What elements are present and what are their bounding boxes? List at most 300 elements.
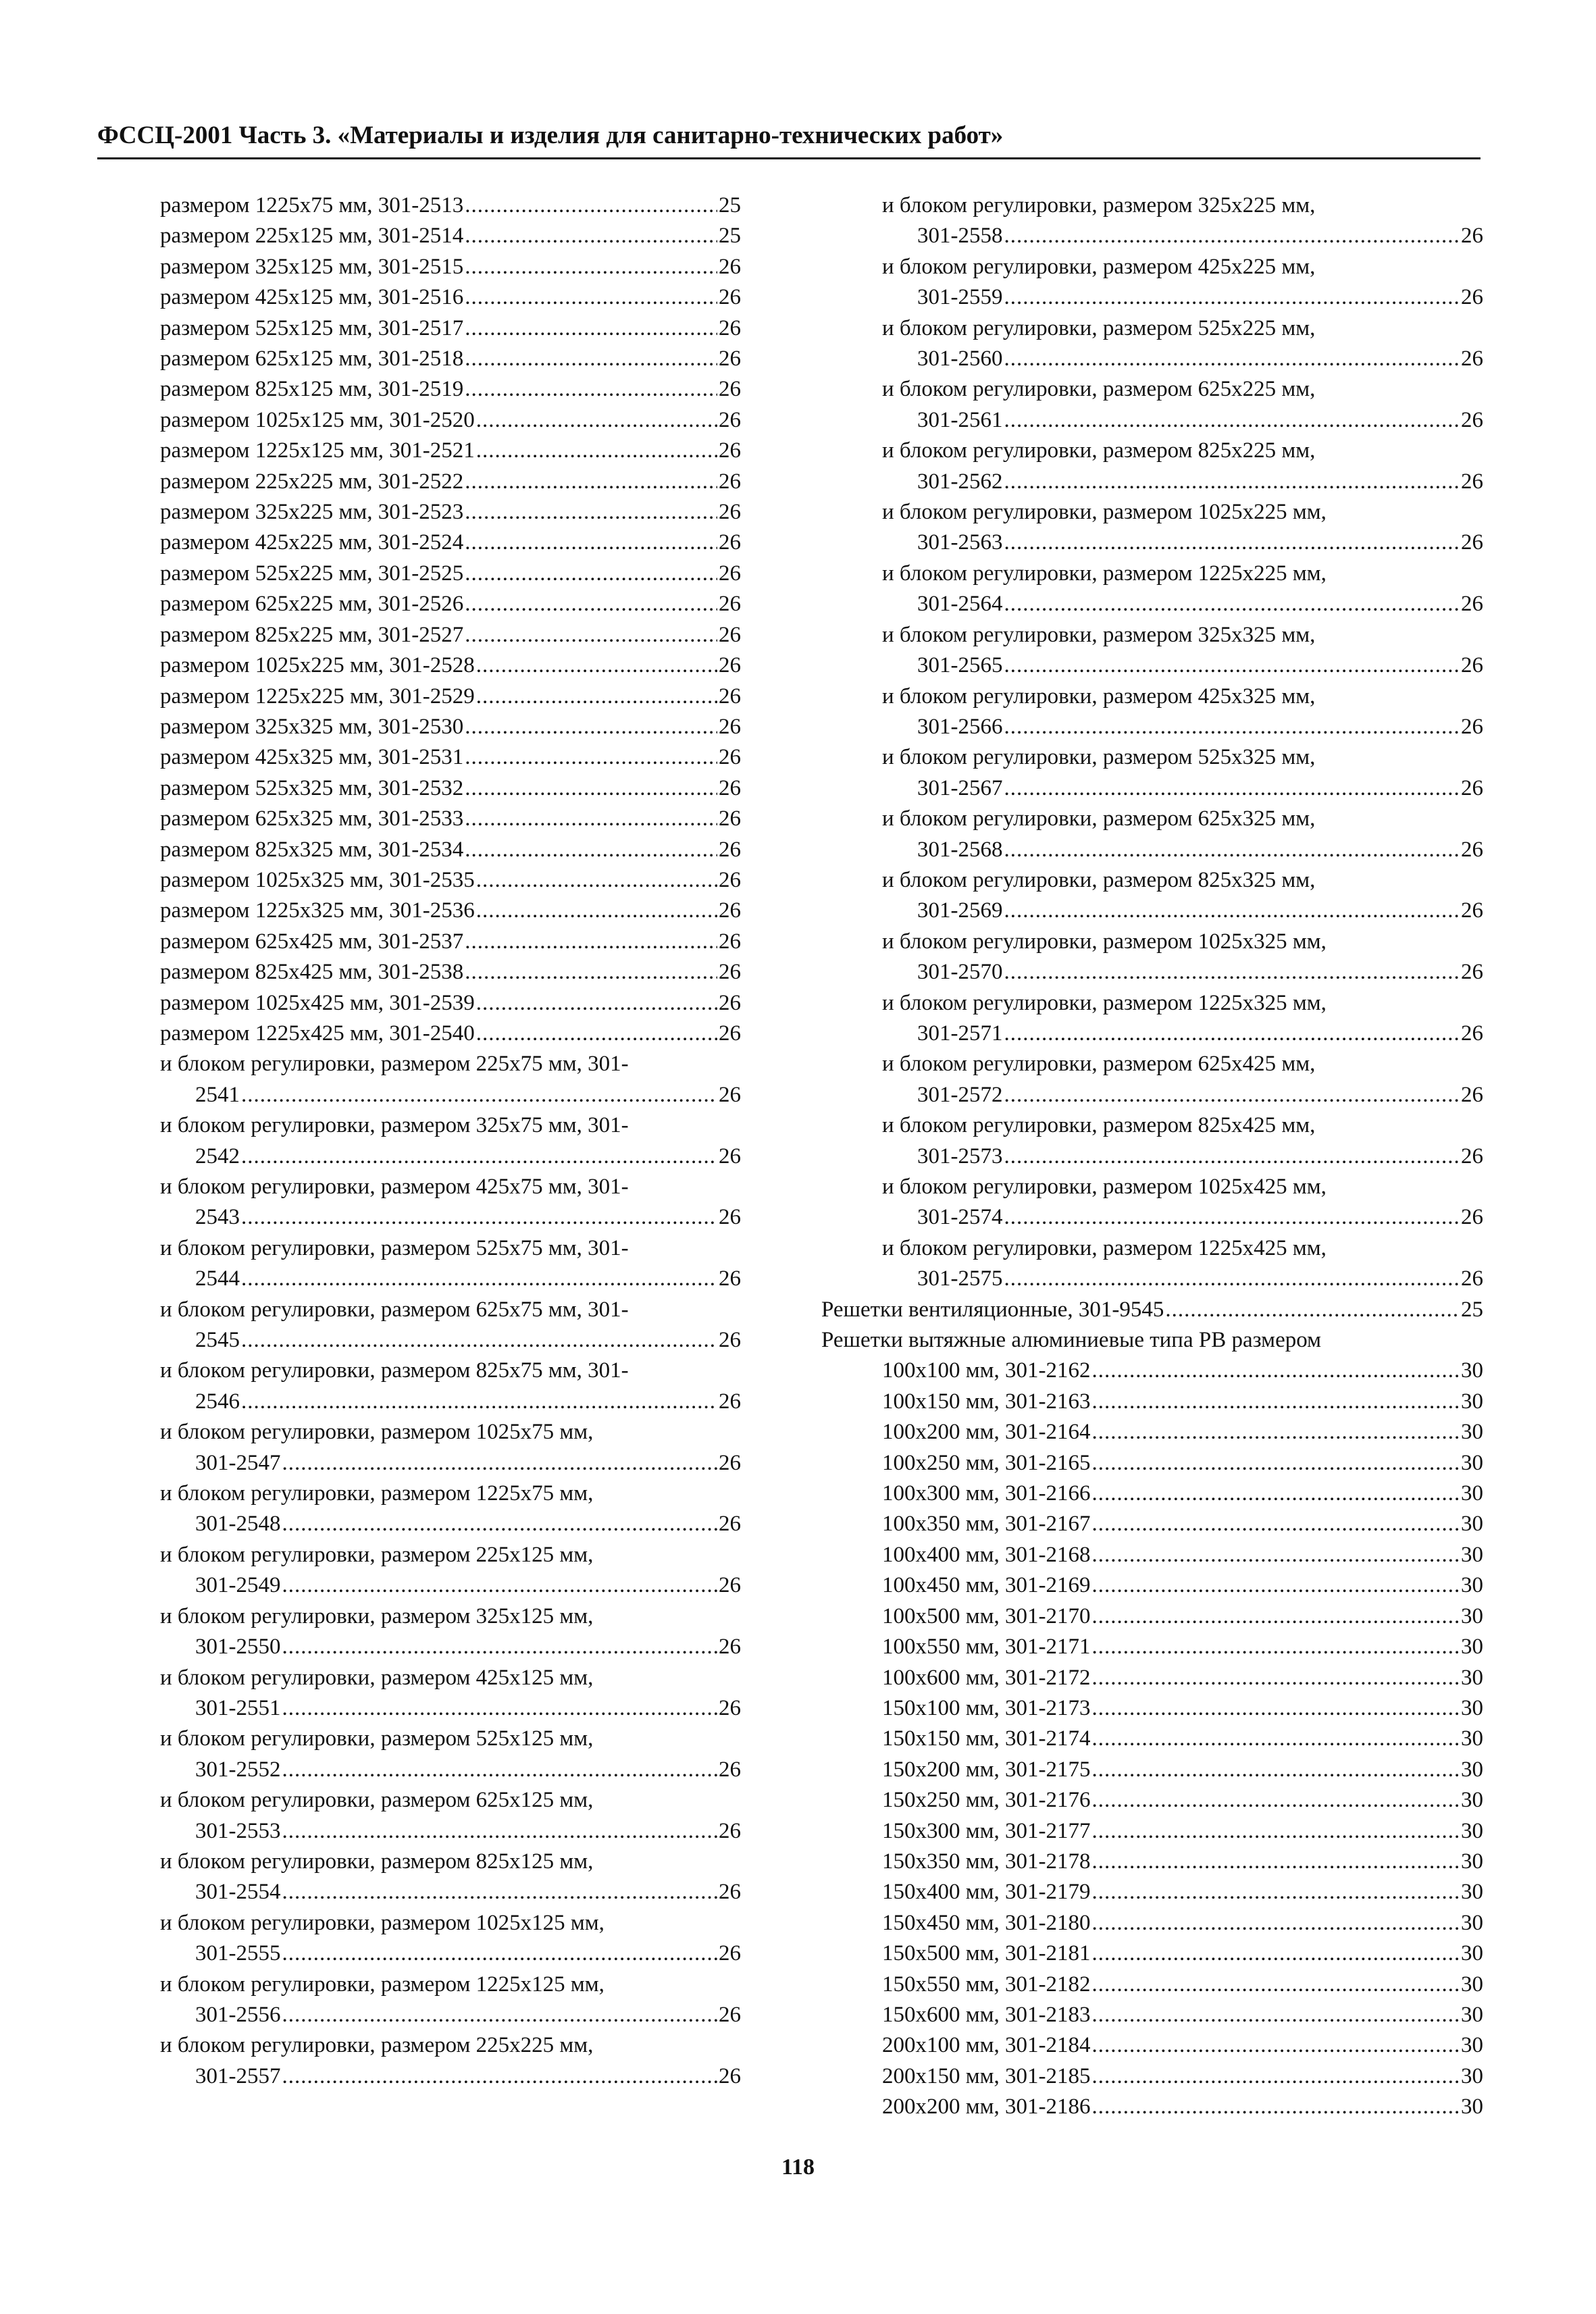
leader-dots [465, 742, 717, 773]
index-entry [160, 1847, 741, 1908]
entry-page: 25 [719, 193, 741, 217]
index-entry [160, 1970, 741, 2031]
index-line [160, 1019, 741, 1049]
index-entry [821, 1356, 1483, 1386]
entry-first-line: и блоком регулировки, размером 825х125 мм, [160, 1849, 594, 1874]
leader-dots [465, 620, 717, 650]
index-entry [821, 1387, 1483, 1417]
entry-text: 301-2564 [917, 592, 1003, 617]
entry-page: 26 [719, 622, 741, 647]
index-entry [821, 742, 1483, 804]
leader-dots [465, 559, 717, 589]
index-line [160, 405, 741, 436]
index-entry [160, 650, 741, 681]
entry-first-line: и блоком регулировки, размером 625х325 мм, [882, 806, 1316, 831]
index-line [821, 528, 1483, 558]
leader-dots [1004, 589, 1460, 619]
index-line [821, 405, 1483, 436]
entry-text: 100х550 мм, 301-2171 [882, 1635, 1091, 1660]
leader-dots [1092, 1877, 1460, 1907]
index-entry [160, 1049, 741, 1110]
entry-text: 100х600 мм, 301-2172 [882, 1665, 1091, 1690]
index-line [160, 650, 741, 681]
entry-page: 30 [1461, 1420, 1483, 1445]
index-entry [821, 1938, 1483, 1969]
entry-text: 100х350 мм, 301-2167 [882, 1512, 1091, 1537]
entry-text: 301-2551 [195, 1695, 281, 1720]
entry-page: 26 [1461, 960, 1483, 985]
entry-text: 2546 [195, 1389, 240, 1414]
index-line [882, 1816, 1483, 1847]
index-entry [821, 682, 1483, 743]
leader-dots [1092, 1540, 1460, 1570]
section-heading: Решетки вытяжные алюминиевые типа РВ размером [821, 1328, 1321, 1353]
entry-text: 100х400 мм, 301-2168 [882, 1542, 1091, 1567]
index-line [160, 374, 741, 405]
index-entry [821, 559, 1483, 620]
leader-dots [1004, 1019, 1460, 1049]
index-line [882, 1448, 1483, 1479]
leader-dots [476, 1019, 717, 1049]
leader-dots [465, 374, 717, 405]
index-entry [160, 1172, 741, 1233]
leader-dots [1004, 1080, 1460, 1110]
entry-text: 100х300 мм, 301-2166 [882, 1481, 1091, 1506]
index-entry [160, 896, 741, 926]
index-line [160, 589, 741, 619]
entry-page: 30 [1461, 1880, 1483, 1905]
leader-dots [1092, 1417, 1460, 1447]
index-line [882, 2061, 1483, 2092]
leader-dots [282, 1816, 718, 1847]
index-entry [160, 313, 741, 344]
index-line [882, 1693, 1483, 1724]
index-line [160, 2061, 741, 2092]
entry-page: 30 [1461, 2033, 1483, 2058]
entry-page: 26 [719, 960, 741, 985]
entry-first-line: и блоком регулировки, размером 825х225 мм, [882, 438, 1316, 463]
index-entry [821, 1295, 1483, 1325]
entry-first-line: и блоком регулировки, размером 825х75 мм, 301- [160, 1358, 629, 1383]
index-line [882, 1509, 1483, 1539]
entry-text: 200х100 мм, 301-2184 [882, 2033, 1091, 2058]
entry-page: 26 [719, 1266, 741, 1291]
entry-text: 301-2570 [917, 960, 1003, 985]
entry-page: 26 [719, 1389, 741, 1414]
index-line [160, 1816, 741, 1847]
leader-dots [1004, 773, 1460, 804]
leader-dots [241, 1202, 717, 1233]
entry-first-line: и блоком регулировки, размером 825х425 мм, [882, 1113, 1316, 1138]
index-entry [160, 712, 741, 742]
index-entry [160, 742, 741, 773]
leader-dots [1092, 2061, 1460, 2092]
index-line [821, 957, 1483, 987]
entry-first-line: и блоком регулировки, размером 1225х75 мм, [160, 1481, 594, 1506]
leader-dots [465, 712, 717, 742]
leader-dots [241, 1141, 717, 1172]
entry-text: 301-2573 [917, 1143, 1003, 1168]
entry-text: размером 425х225 мм, 301-2524 [160, 530, 464, 555]
entry-page: 26 [1461, 592, 1483, 617]
index-entry [160, 405, 741, 436]
leader-dots [1004, 467, 1460, 497]
leader-dots [465, 497, 717, 528]
leader-dots [1004, 1202, 1460, 1233]
entry-first-line: и блоком регулировки, размером 325х225 мм, [882, 193, 1316, 217]
leader-dots [282, 1632, 718, 1662]
index-entry [821, 1693, 1483, 1724]
index-entry [821, 1785, 1483, 1816]
index-column-right [821, 190, 1483, 2123]
index-line [160, 773, 741, 804]
entry-text: 301-2550 [195, 1635, 281, 1660]
page-header: ФССЦ-2001 Часть 3. «Материалы и изделия для санитарно-технических работ» [97, 122, 1004, 149]
index-line [882, 1540, 1483, 1570]
entry-text: 301-2557 [195, 2063, 281, 2088]
entry-first-line: и блоком регулировки, размером 625х125 мм, [160, 1788, 594, 1813]
index-line [160, 896, 741, 926]
index-entry [160, 927, 741, 957]
entry-text: 100х150 мм, 301-2163 [882, 1389, 1091, 1414]
index-line [160, 497, 741, 528]
entry-page: 26 [1461, 1082, 1483, 1107]
entry-text: 301-2565 [917, 653, 1003, 678]
index-line [882, 1356, 1483, 1386]
index-line [821, 1295, 1483, 1325]
index-line [821, 712, 1483, 742]
entry-first-line: и блоком регулировки, размером 325х125 мм, [160, 1603, 594, 1628]
entry-page: 26 [719, 592, 741, 617]
entry-page: 26 [1461, 224, 1483, 249]
entry-text: 100х450 мм, 301-2169 [882, 1573, 1091, 1598]
index-entry [160, 1019, 741, 1049]
index-entry [821, 1448, 1483, 1479]
leader-dots [282, 1448, 718, 1479]
index-line [821, 221, 1483, 251]
index-line [821, 896, 1483, 926]
index-entry [821, 313, 1483, 375]
leader-dots [1092, 1970, 1460, 2000]
leader-dots [1092, 1570, 1460, 1601]
index-entry [821, 927, 1483, 988]
entry-first-line: и блоком регулировки, размером 425х75 мм, 301- [160, 1175, 629, 1199]
entry-text: 301-2556 [195, 2002, 281, 2027]
entry-page: 30 [1461, 2002, 1483, 2027]
entry-page: 30 [1461, 1358, 1483, 1383]
entry-text: размером 625х325 мм, 301-2533 [160, 806, 464, 831]
index-line [160, 1264, 741, 1294]
index-line [821, 1080, 1483, 1110]
index-entry [821, 497, 1483, 559]
leader-dots [241, 1080, 717, 1110]
entry-text: 2543 [195, 1205, 240, 1230]
leader-dots [465, 927, 717, 957]
index-line [160, 313, 741, 344]
entry-first-line: и блоком регулировки, размером 625х75 мм, 301- [160, 1297, 629, 1322]
index-entry [821, 1847, 1483, 1877]
entry-page: 30 [1461, 1757, 1483, 1782]
leader-dots [465, 528, 717, 558]
entry-page: 30 [1461, 1512, 1483, 1537]
entry-page: 26 [1461, 1021, 1483, 1046]
entry-page: 30 [1461, 1910, 1483, 1935]
entry-page: 26 [719, 837, 741, 862]
entry-text: 150х450 мм, 301-2180 [882, 1910, 1091, 1935]
index-entry [160, 1417, 741, 1479]
index-entry [160, 589, 741, 619]
entry-text: размером 525х125 мм, 301-2517 [160, 315, 464, 340]
entry-page: 30 [1461, 1481, 1483, 1506]
index-line [160, 1141, 741, 1172]
entry-text: размером 1025х425 мм, 301-2539 [160, 990, 475, 1015]
leader-dots [282, 1570, 718, 1601]
leader-dots [282, 1509, 718, 1539]
entry-text: 100х100 мм, 301-2162 [882, 1358, 1091, 1383]
index-line [882, 1938, 1483, 1969]
entry-text: 100х500 мм, 301-2170 [882, 1603, 1091, 1628]
index-line [160, 436, 741, 466]
entry-page: 26 [719, 806, 741, 831]
entry-text: 301-2566 [917, 714, 1003, 739]
entry-first-line: и блоком регулировки, размером 425х125 мм, [160, 1665, 594, 1690]
index-entry [821, 1540, 1483, 1570]
index-entry [821, 2000, 1483, 2030]
entry-page: 26 [719, 1880, 741, 1905]
index-line [160, 467, 741, 497]
index-entry [821, 1570, 1483, 1601]
leader-dots [1092, 1785, 1460, 1816]
index-line [160, 1755, 741, 1785]
index-line [821, 589, 1483, 619]
entry-text: 2542 [195, 1143, 240, 1168]
index-entry [821, 865, 1483, 927]
entry-page: 26 [719, 867, 741, 892]
index-line [882, 2000, 1483, 2030]
leader-dots [282, 1938, 718, 1969]
entry-text: размером 325х225 мм, 301-2523 [160, 500, 464, 525]
leader-dots [282, 1693, 718, 1724]
index-entry [821, 1663, 1483, 1693]
entry-text: размером 625х125 мм, 301-2518 [160, 346, 464, 371]
index-entry [821, 804, 1483, 865]
leader-dots [1092, 1479, 1460, 1509]
header-divider [97, 157, 1481, 159]
index-line [821, 773, 1483, 804]
entry-page: 26 [1461, 775, 1483, 800]
index-entry [160, 1479, 741, 1540]
entry-first-line: и блоком регулировки, размером 1025х325 мм, [882, 929, 1327, 954]
index-entry [160, 190, 741, 221]
leader-dots [1004, 344, 1460, 374]
leader-dots [1092, 1693, 1460, 1724]
entry-first-line: и блоком регулировки, размером 1225х325 мм, [882, 990, 1327, 1015]
entry-page: 26 [719, 285, 741, 310]
entry-page: 26 [719, 254, 741, 279]
entry-first-line: и блоком регулировки, размером 1025х425 мм, [882, 1175, 1327, 1199]
entry-text: размером 525х325 мм, 301-2532 [160, 775, 464, 800]
index-entry [160, 559, 741, 589]
entry-page: 26 [719, 346, 741, 371]
entry-text: размером 825х325 мм, 301-2534 [160, 837, 464, 862]
index-entry [160, 374, 741, 405]
entry-page: 30 [1461, 1573, 1483, 1598]
index-line [882, 1877, 1483, 1907]
index-entry [821, 252, 1483, 313]
leader-dots [1004, 528, 1460, 558]
entry-text: 301-2560 [917, 346, 1003, 371]
index-entry [160, 1110, 741, 1172]
entry-text: размером 825х225 мм, 301-2527 [160, 622, 464, 647]
leader-dots [465, 313, 717, 344]
index-entry [160, 221, 741, 251]
entry-first-line: и блоком регулировки, размером 625х425 мм, [882, 1052, 1316, 1077]
index-line [160, 252, 741, 282]
index-line [882, 1570, 1483, 1601]
index-entry [160, 1295, 741, 1356]
leader-dots [465, 190, 717, 221]
entry-page: 26 [719, 684, 741, 709]
leader-dots [282, 1877, 718, 1907]
index-line [160, 1877, 741, 1907]
entry-text: 301-2554 [195, 1880, 281, 1905]
entry-page: 26 [1461, 1143, 1483, 1168]
entry-page: 26 [1461, 407, 1483, 432]
index-line [160, 742, 741, 773]
entry-page: 30 [1461, 1665, 1483, 1690]
entry-page: 26 [719, 469, 741, 494]
index-entry [160, 497, 741, 528]
index-entry [821, 374, 1483, 436]
index-entry [160, 1356, 741, 1417]
entry-page: 26 [719, 1573, 741, 1598]
entry-page: 30 [1461, 1818, 1483, 1843]
leader-dots [1092, 1663, 1460, 1693]
index-line [882, 1908, 1483, 1938]
index-line [160, 1448, 741, 1479]
entry-text: 150х200 мм, 301-2175 [882, 1757, 1091, 1782]
index-entry [821, 1816, 1483, 1847]
leader-dots [1004, 1141, 1460, 1172]
entry-first-line: и блоком регулировки, размером 1025х225 мм, [882, 500, 1327, 525]
leader-dots [1092, 1632, 1460, 1662]
index-line [882, 1632, 1483, 1662]
index-line [821, 1019, 1483, 1049]
leader-dots [1165, 1295, 1460, 1325]
entry-page: 30 [1461, 1542, 1483, 1567]
entry-first-line: и блоком регулировки, размером 525х75 мм, 301- [160, 1235, 629, 1260]
entry-page: 30 [1461, 1788, 1483, 1813]
index-entry [160, 528, 741, 558]
entry-text: 301-2561 [917, 407, 1003, 432]
index-line [160, 1938, 741, 1969]
index-line [821, 835, 1483, 865]
leader-dots [1004, 957, 1460, 987]
index-line [882, 1387, 1483, 1417]
leader-dots [476, 988, 717, 1019]
index-entry [821, 1632, 1483, 1662]
index-line [160, 1570, 741, 1601]
entry-text: размером 625х225 мм, 301-2526 [160, 592, 464, 617]
entry-page: 26 [719, 1328, 741, 1353]
leader-dots [476, 682, 717, 712]
leader-dots [465, 835, 717, 865]
entry-text: 150х100 мм, 301-2173 [882, 1695, 1091, 1720]
entry-text: размером 1225х425 мм, 301-2540 [160, 1021, 475, 1046]
index-entry [821, 1601, 1483, 1632]
entry-text: 301-2571 [917, 1021, 1003, 1046]
leader-dots [1092, 2030, 1460, 2061]
entry-page: 30 [1461, 1941, 1483, 1966]
entry-text: 150х500 мм, 301-2181 [882, 1941, 1091, 1966]
index-entry [160, 2030, 741, 2092]
entry-text: размером 225х225 мм, 301-2522 [160, 469, 464, 494]
leader-dots [1004, 282, 1460, 313]
entry-page: 26 [1461, 653, 1483, 678]
entry-first-line: и блоком регулировки, размером 425х225 мм, [882, 254, 1316, 279]
entry-text: 301-2569 [917, 898, 1003, 923]
entry-page: 26 [719, 1450, 741, 1475]
index-line [821, 1202, 1483, 1233]
leader-dots [465, 252, 717, 282]
entry-page: 30 [1461, 1389, 1483, 1414]
entry-text: 100х200 мм, 301-2164 [882, 1420, 1091, 1445]
index-entry [821, 1110, 1483, 1172]
index-line [882, 1479, 1483, 1509]
index-entry [160, 1908, 741, 1970]
entry-first-line: и блоком регулировки, размером 525х325 мм, [882, 745, 1316, 770]
index-line [160, 988, 741, 1019]
entry-page: 25 [1461, 1297, 1483, 1322]
leader-dots [1004, 835, 1460, 865]
entry-first-line: и блоком регулировки, размером 1025х75 мм, [160, 1420, 594, 1445]
index-entry [821, 436, 1483, 497]
entry-first-line: и блоком регулировки, размером 325х75 мм, 301- [160, 1113, 629, 1138]
entry-text: 301-2572 [917, 1082, 1003, 1107]
leader-dots [465, 804, 717, 834]
leader-dots [1092, 1601, 1460, 1632]
index-column-left [160, 190, 741, 2092]
index-entry [821, 620, 1483, 682]
entry-page: 26 [719, 745, 741, 770]
entry-text: размером 325х325 мм, 301-2530 [160, 714, 464, 739]
entry-text: размером 825х425 мм, 301-2538 [160, 960, 464, 985]
index-entry [821, 1724, 1483, 1754]
index-entry [821, 1755, 1483, 1785]
entry-first-line: и блоком регулировки, размером 1225х125 мм, [160, 1972, 604, 1997]
entry-page: 30 [1461, 1450, 1483, 1475]
entry-text: размером 1025х225 мм, 301-2528 [160, 653, 475, 678]
index-line [160, 957, 741, 987]
entry-first-line: и блоком регулировки, размером 225х225 мм, [160, 2033, 594, 2058]
entry-first-line: и блоком регулировки, размером 1225х425 мм, [882, 1235, 1327, 1260]
leader-dots [282, 1755, 718, 1785]
leader-dots [1004, 650, 1460, 681]
entry-first-line: и блоком регулировки, размером 525х125 мм, [160, 1726, 594, 1751]
index-line [882, 2092, 1483, 2122]
entry-page: 30 [1461, 1972, 1483, 1997]
entry-page: 26 [719, 1082, 741, 1107]
entry-text: 301-2575 [917, 1266, 1003, 1291]
entry-page: 26 [719, 775, 741, 800]
leader-dots [465, 589, 717, 619]
entry-first-line: и блоком регулировки, размером 625х225 мм, [882, 377, 1316, 402]
leader-dots [1092, 1387, 1460, 1417]
entry-text: 301-2559 [917, 285, 1003, 310]
index-entry [821, 1877, 1483, 1907]
entry-page: 26 [719, 1205, 741, 1230]
leader-dots [476, 405, 717, 436]
